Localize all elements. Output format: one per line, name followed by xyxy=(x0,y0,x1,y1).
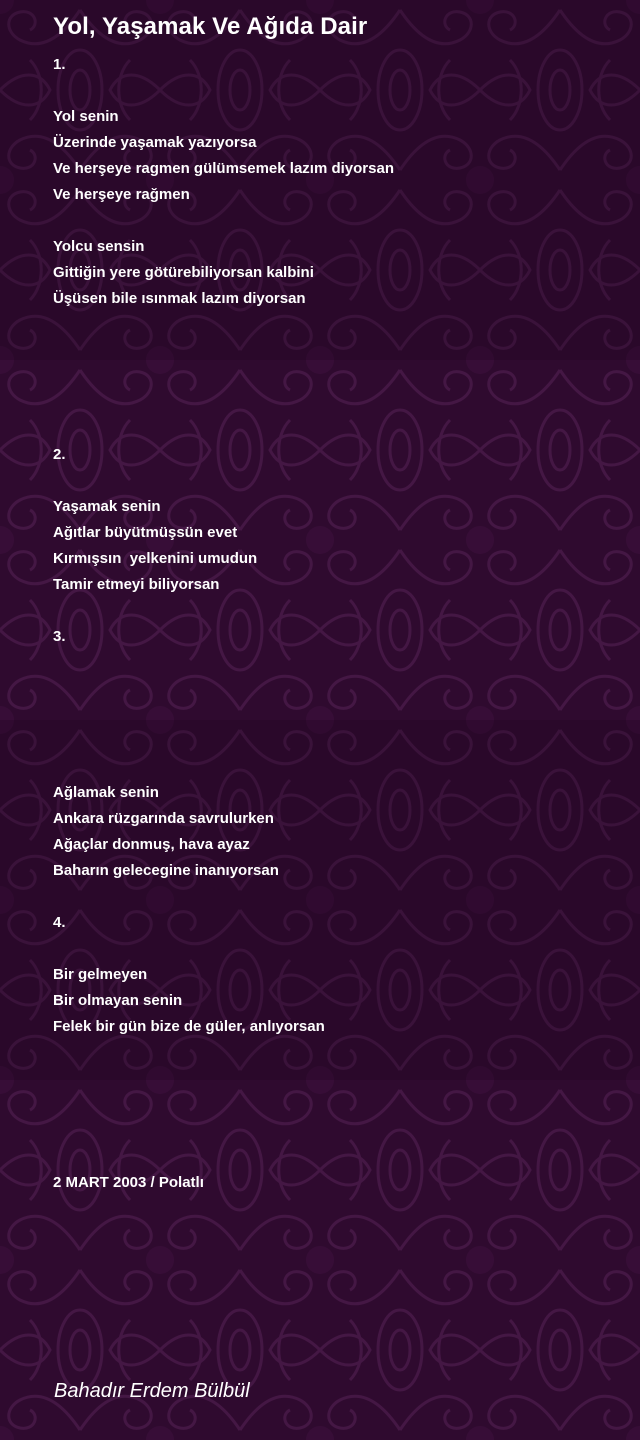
poem-line: Baharın gelecegine inanıyorsan xyxy=(53,862,279,879)
poem-line: Yolcu sensin xyxy=(53,238,145,255)
poem-line: 1. xyxy=(53,56,66,73)
poem-title: Yol, Yaşamak Ve Ağıda Dair xyxy=(53,13,368,40)
poem-line: Kırmışsın yelkenini umudun xyxy=(53,550,258,567)
poem-line: Üşüsen bile ısınmak lazım diyorsan xyxy=(53,290,306,307)
poem-line: Gittiğin yere götürebiliyorsan kalbini xyxy=(53,264,314,281)
poem-line: Üzerinde yaşamak yazıyorsa xyxy=(53,134,257,151)
poem-line: Ve herşeye rağmen xyxy=(53,186,190,203)
poem-line: Ve herşeye ragmen gülümsemek lazım diyorsan xyxy=(53,160,394,177)
poem-line: Tamir etmeyi biliyorsan xyxy=(53,576,220,593)
poem-line: 2 MART 2003 / Polatlı xyxy=(53,1174,204,1191)
poem-line: Yol senin xyxy=(53,108,119,125)
poem-line: Felek bir gün bize de güler, anlıyorsan xyxy=(53,1018,325,1035)
poem-line: Bir gelmeyen xyxy=(53,966,148,983)
poem-line: Bir olmayan senin xyxy=(53,992,183,1009)
poem-line: Yaşamak senin xyxy=(53,498,161,515)
poem-author: Bahadır Erdem Bülbül xyxy=(54,1380,250,1402)
poem-line: Ağıtlar büyütmüşsün evet xyxy=(53,524,238,541)
poem-line: Ankara rüzgarında savrulurken xyxy=(53,810,274,827)
poem-line: Ağaçlar donmuş, hava ayaz xyxy=(53,836,250,853)
poem-line: 2. xyxy=(53,446,66,463)
poem-line: 3. xyxy=(53,628,66,645)
poem-line: 4. xyxy=(53,914,66,931)
poem-line: Ağlamak senin xyxy=(53,784,159,801)
